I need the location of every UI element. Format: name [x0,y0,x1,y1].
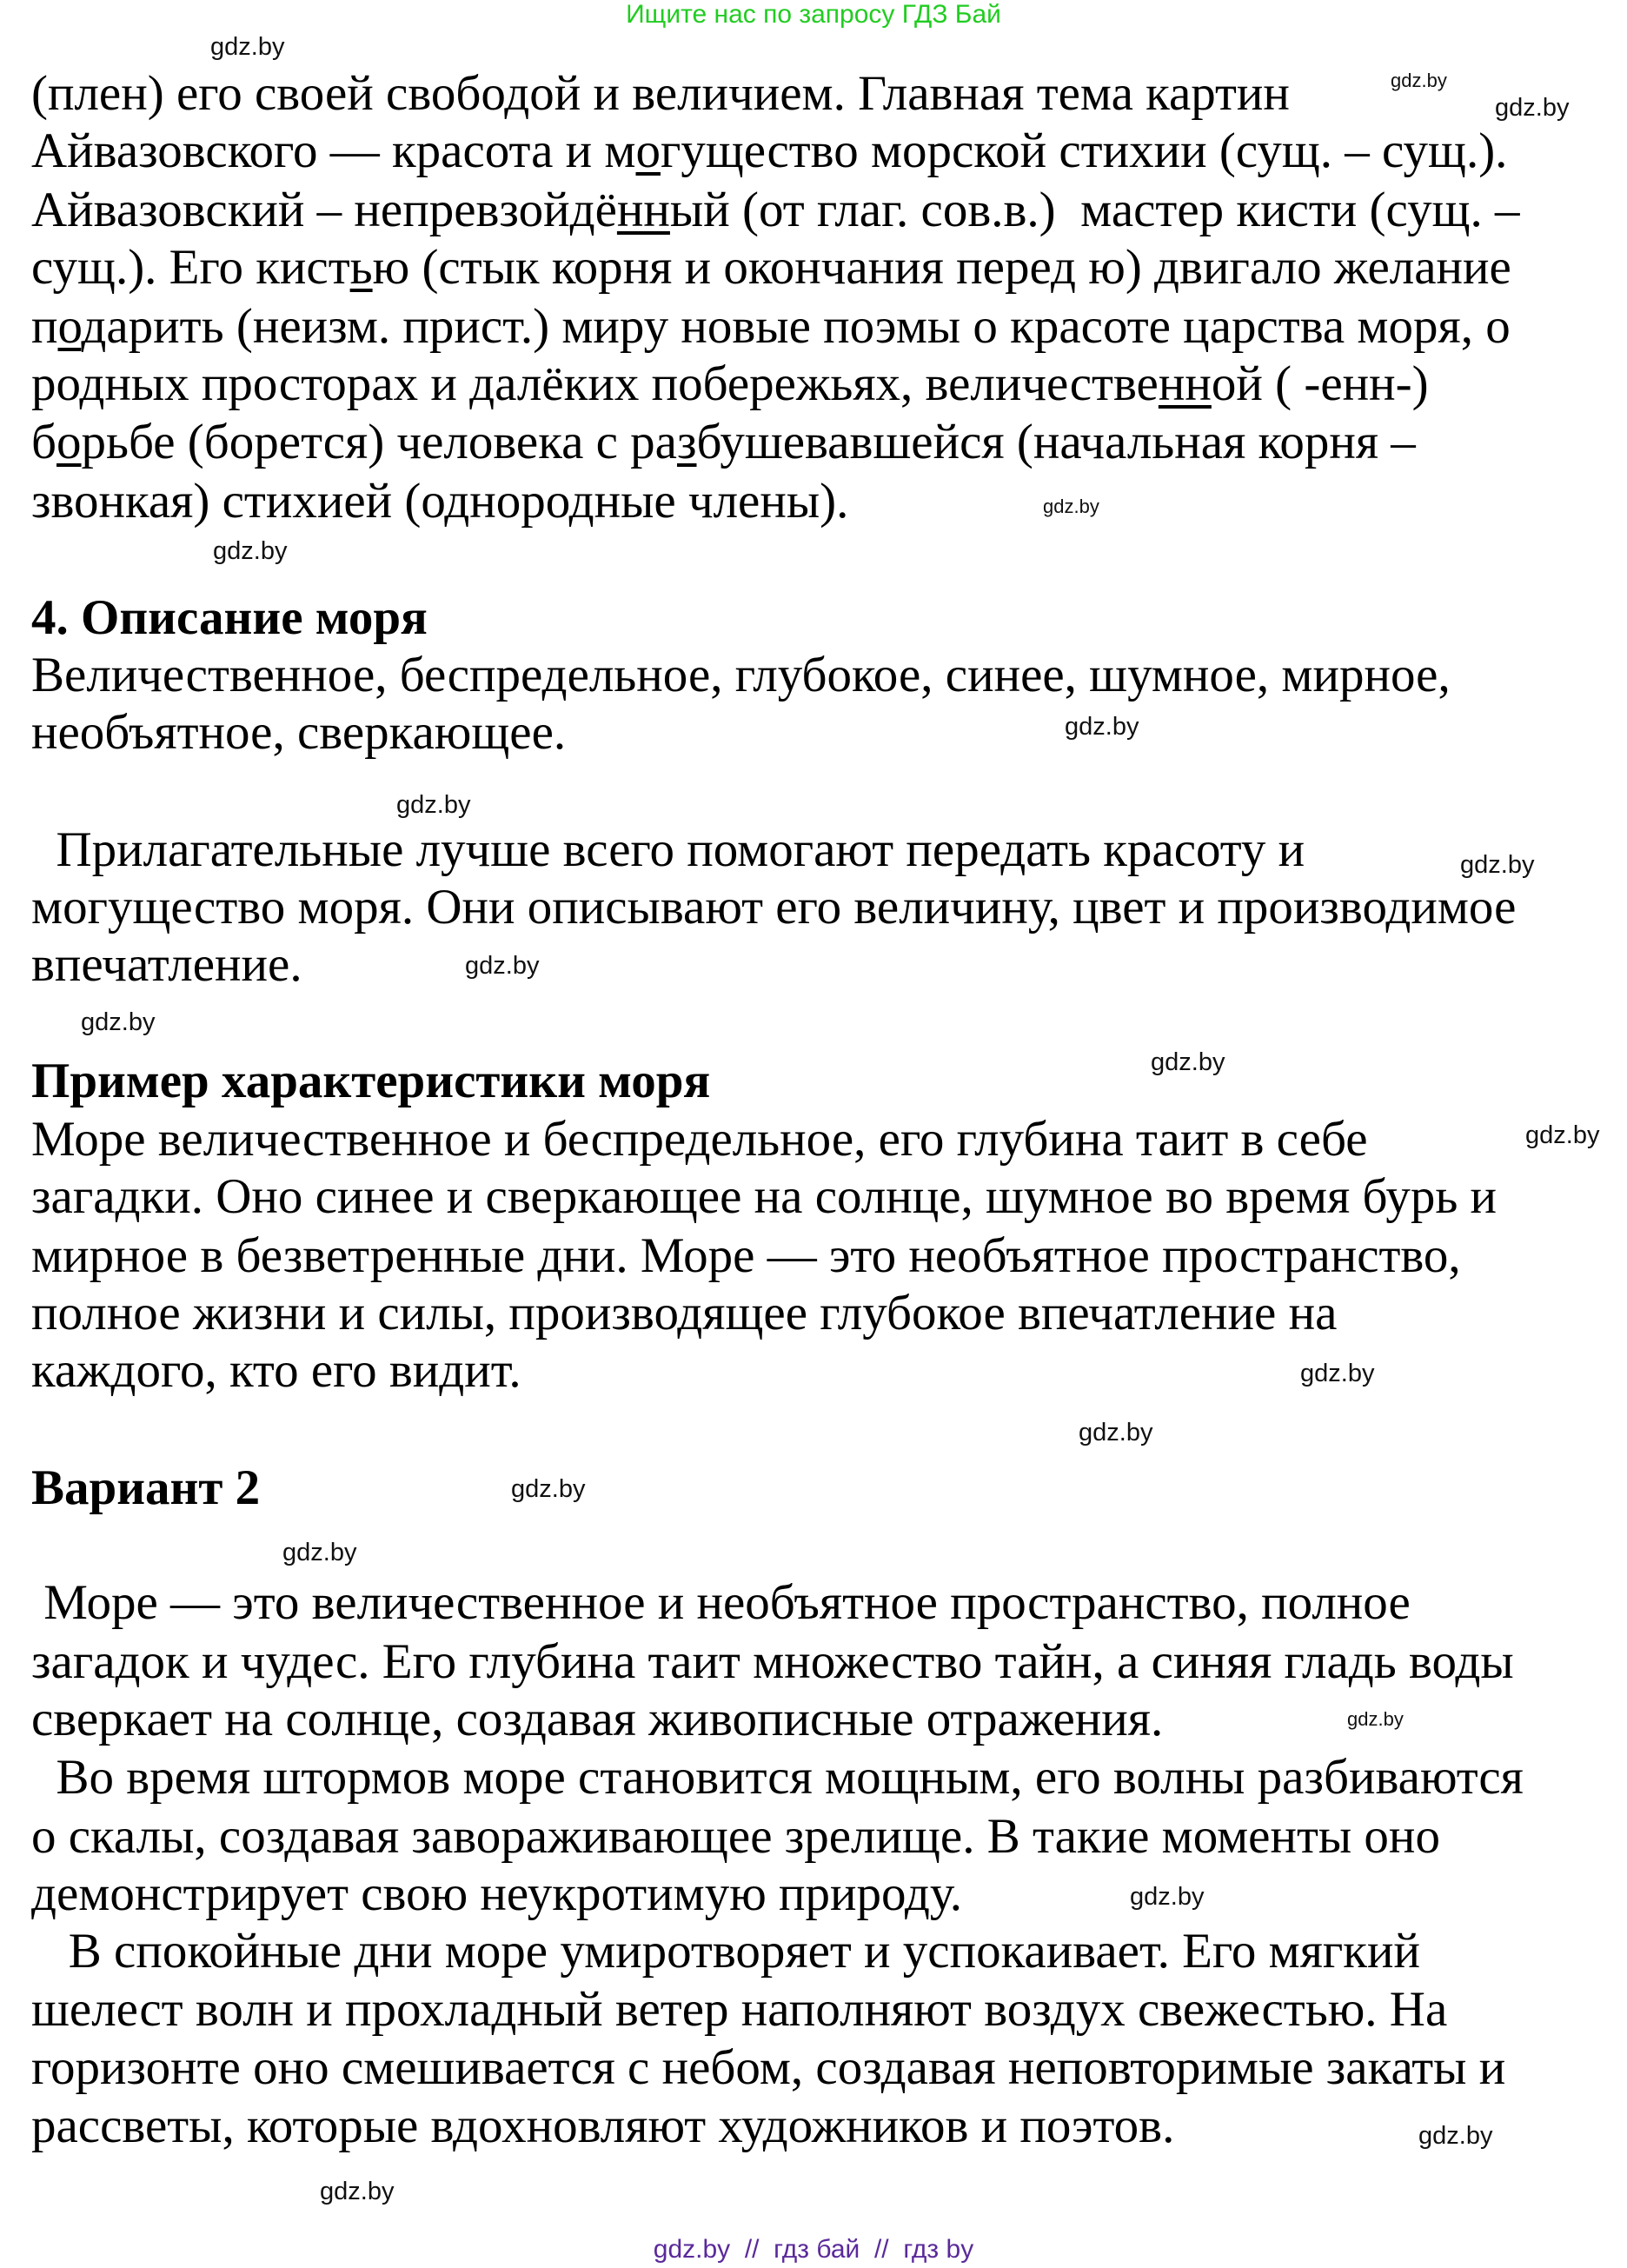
text-line [31,123,1507,180]
text-line [31,704,566,762]
watermark: gdz.by [1043,496,1099,517]
text-line [31,414,1416,471]
text-line [31,1168,1497,1226]
watermark: gdz.by [396,791,471,819]
text-segment: горизонте оно смешивается с небом, создавая неповторимые закаты и [31,2040,1506,2095]
section-heading [31,1460,260,1517]
text-segment: Море — это величественное и необъятное пространство, полное [31,1575,1411,1630]
text-segment: рассветы, которые вдохновляют художников и поэтов. [31,2098,1175,2153]
text-segment: Прилагательные лучше всего помогают передать красоту и [31,822,1305,877]
search-banner: Ищите нас по запросу ГДЗ Бай [626,0,1001,29]
text-segment: Пример характеристики моря [31,1054,711,1108]
text-line [31,2098,1174,2155]
text-line [31,1749,1524,1806]
text-segment: сущ.). Его кист [31,240,350,295]
text-segment: шелест волн и прохладный ветер наполняют воздух свежестью. На [31,1982,1448,2037]
watermark: gdz.by [1391,70,1447,91]
text-line [31,1981,1447,2039]
underlined-letters: о [57,299,82,354]
text-segment: Айвазовского — красота и м [31,123,636,178]
text-segment: могущество моря. Они описывают его величину, цвет и производимое [31,880,1517,934]
text-segment: Вариант 2 [31,1460,261,1515]
text-line [31,298,1511,356]
text-line [31,473,848,530]
watermark: gdz.by [1079,1419,1153,1447]
text-line [31,1574,1411,1632]
text-line [31,821,1305,879]
text-line [31,1808,1440,1866]
text-segment: бушевавшейся (начальная корня – [696,415,1416,469]
text-line [31,1691,1163,1748]
text-segment: б [31,415,57,469]
text-segment: впечатление. [31,937,302,992]
watermark: gdz.by [465,952,540,980]
text-line [31,1342,521,1400]
text-segment: Айвазовский – непревзойдё [31,183,617,237]
section-heading [31,589,428,647]
text-segment: родных просторах и далёких побережьях, величестве [31,356,1159,411]
footer-banner: gdz.by // гдз бай // гдз by [653,2235,974,2264]
underlined-letters: з [676,415,697,469]
watermark: gdz.by [1130,1883,1205,1911]
text-segment: рьбе (борется) человека с ра [81,415,677,469]
text-segment: мирное в безветренные дни. Море — это необъятное пространство, [31,1228,1461,1283]
text-segment: Во время штормов море становится мощным, его волны разбиваются [31,1750,1524,1805]
watermark: gdz.by [1151,1048,1225,1076]
watermark: gdz.by [1418,2122,1493,2150]
text-segment: ю (стык корня и окончания перед ю) двигало желание [372,240,1511,295]
text-segment: Море величественное и беспредельное, его глубина таит в себе [31,1112,1368,1167]
watermark: gdz.by [1460,851,1535,879]
text-segment: (плен) его своей свободой и величием. Главная тема картин [31,66,1290,121]
text-line [31,1285,1337,1342]
watermark: gdz.by [1347,1708,1404,1730]
watermark: gdz.by [511,1475,586,1503]
text-segment: ой ( -енн-) [1211,356,1429,411]
text-line [31,356,1429,413]
text-segment: 4. Описание моря [31,590,428,645]
text-segment: необъятное, сверкающее. [31,705,567,760]
watermark: gdz.by [282,1539,357,1566]
section-heading [31,1053,710,1110]
text-segment: демонстрирует свою неукротимую природу. [31,1866,962,1921]
watermark: gdz.by [1495,94,1570,122]
text-line [31,879,1516,936]
text-line [31,936,302,994]
underlined-letters: ь [349,240,373,295]
watermark: gdz.by [81,1008,156,1036]
watermark: gdz.by [210,33,285,61]
text-segment: загадки. Оно синее и сверкающее на солнце, шумное во время бурь и [31,1169,1498,1224]
text-line [31,65,1290,123]
text-line [31,239,1511,296]
text-segment: гущество морской стихии (сущ. – сущ.). [660,123,1508,178]
underlined-letters: нн [616,183,670,237]
text-segment: загадок и чудес. Его глубина таит множество тайн, а синяя гладь воды [31,1634,1514,1689]
text-line [31,1923,1420,1980]
text-segment: п [31,299,58,354]
watermark: gdz.by [1065,713,1139,741]
text-segment: ый (от глаг. сов.в.) мастер кисти (сущ. – [669,183,1520,237]
watermark: gdz.by [1525,1121,1600,1149]
text-line [31,647,1451,704]
watermark: gdz.by [213,537,288,565]
text-segment: полное жизни и силы, производящее глубокое впечатление на [31,1286,1338,1340]
text-segment: каждого, кто его видит. [31,1343,521,1398]
text-segment: Величественное, беспредельное, глубокое, синее, шумное, мирное, [31,648,1451,702]
watermark: gdz.by [1300,1360,1375,1387]
text-line [31,1866,962,1923]
text-line [31,1111,1368,1168]
text-segment: звонкая) стихией (однородные члены). [31,474,849,529]
text-segment: сверкает на солнце, создавая живописные отражения. [31,1692,1164,1746]
text-segment: о скалы, создавая завораживающее зрелище. В такие моменты оно [31,1809,1440,1864]
text-line [31,1227,1461,1285]
text-segment: В спокойные дни море умиротворяет и успокаивает. Его мягкий [31,1924,1421,1979]
text-line [31,2039,1505,2097]
text-line [31,1633,1514,1691]
underlined-letters: нн [1158,356,1212,411]
watermark: gdz.by [320,2178,395,2205]
text-line [31,182,1519,239]
text-segment: дарить (неизм. прист.) миру новые поэмы о красоте царства моря, о [81,299,1511,354]
underlined-letters: о [635,123,661,178]
underlined-letters: о [56,415,82,469]
